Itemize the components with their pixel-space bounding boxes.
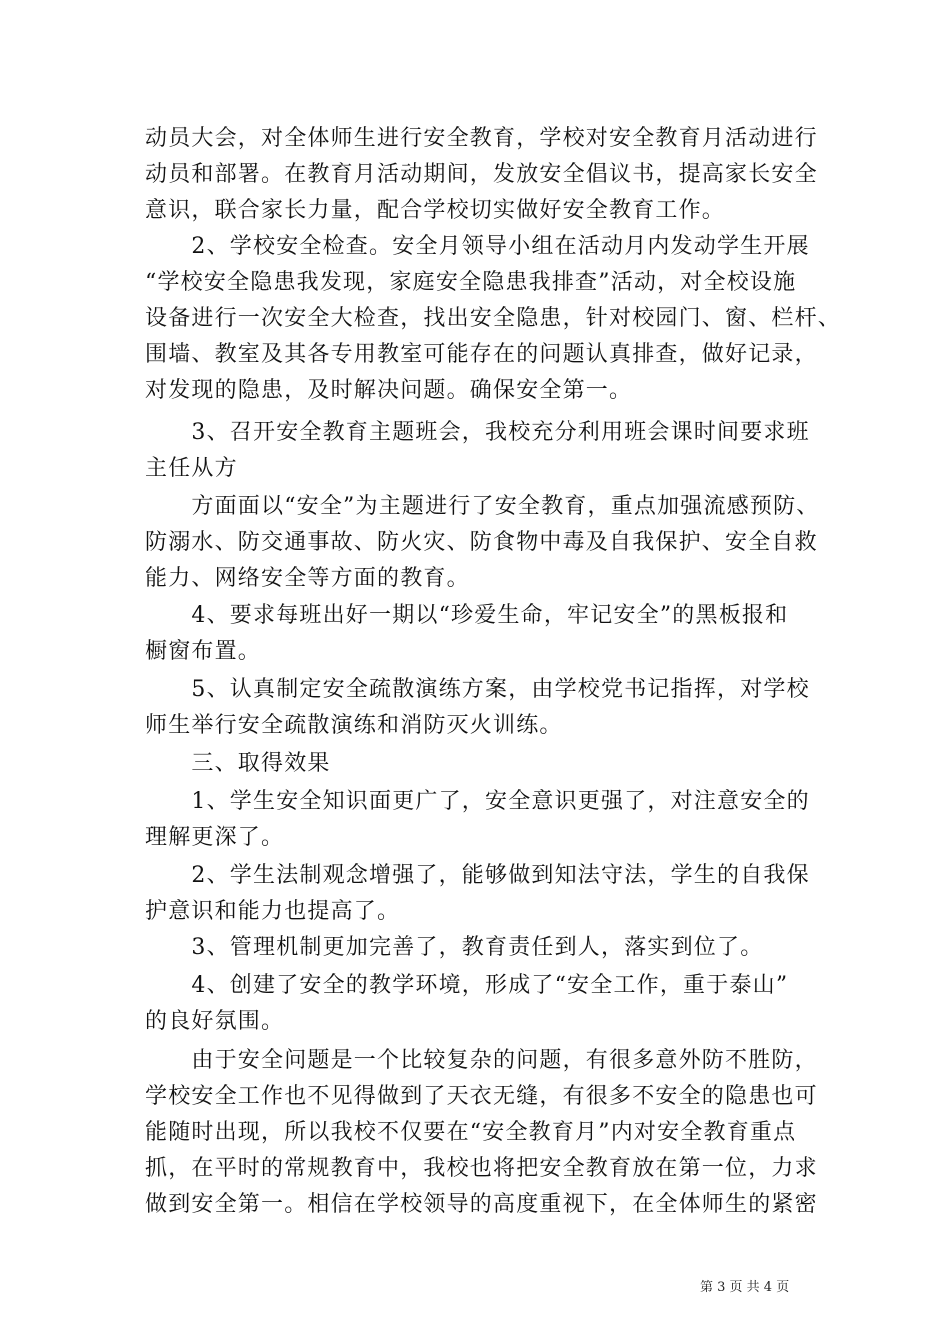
text-line: 抓，在平时的常规教育中，我校也将把安全教育放在第一位，力求 bbox=[145, 1156, 818, 1181]
text-line: 主任从方 bbox=[145, 456, 238, 481]
text-line: “学校安全隐患我发现，家庭安全隐患我排查”活动，对全校设施 bbox=[145, 270, 797, 295]
page-number: 第 3 页 共 4 页 bbox=[700, 1280, 790, 1295]
text-line: 师生举行安全疏散演练和消防灭火训练。 bbox=[145, 713, 563, 738]
text-line: 理解更深了。 bbox=[145, 825, 285, 850]
text-line: 1、学生安全知识面更广了，安全意识更强了，对注意安全的 bbox=[145, 789, 810, 814]
text-line: 方面面以“安全”为主题进行了安全教育，重点加强流感预防、 bbox=[145, 494, 820, 519]
text-line: 设备进行一次安全大检查，找出安全隐患，针对校园门、窗、栏杆、 bbox=[145, 306, 842, 331]
text-line: 意识，联合家长力量，配合学校切实做好安全教育工作。 bbox=[145, 198, 726, 223]
text-line: 动员和部署。在教育月活动期间，发放安全倡议书，提高家长安全 bbox=[145, 162, 818, 187]
text-line: 2、学生法制观念增强了，能够做到知法守法，学生的自我保 bbox=[145, 863, 810, 888]
text-line: 围墙、教室及其各专用教室可能存在的问题认真排查，做好记录， bbox=[145, 342, 818, 367]
text-line: 三、取得效果 bbox=[145, 751, 331, 776]
text-line: 5、认真制定安全疏散演练方案，由学校党书记指挥，对学校 bbox=[145, 677, 810, 702]
text-line: 护意识和能力也提高了。 bbox=[145, 899, 401, 924]
text-line: 防溺水、防交通事故、防火灾、防食物中毒及自我保护、安全自救 bbox=[145, 530, 818, 555]
text-line: 动员大会，对全体师生进行安全教育，学校对安全教育月活动进行 bbox=[145, 126, 818, 151]
text-line: 4、要求每班出好一期以“珍爱生命，牢记安全”的黑板报和 bbox=[145, 603, 789, 628]
text-line: 对发现的隐患，及时解决问题。确保安全第一。 bbox=[145, 378, 633, 403]
text-line: 3、管理机制更加完善了，教育责任到人，落实到位了。 bbox=[145, 935, 764, 960]
text-line: 2、学校安全检查。安全月领导小组在活动月内发动学生开展 bbox=[145, 234, 810, 259]
text-line: 橱窗布置。 bbox=[145, 639, 262, 664]
text-line: 能力、网络安全等方面的教育。 bbox=[145, 566, 470, 591]
text-line: 做到安全第一。相信在学校领导的高度重视下，在全体师生的紧密 bbox=[145, 1192, 818, 1217]
text-line: 由于安全问题是一个比较复杂的问题，有很多意外防不胜防， bbox=[145, 1048, 818, 1073]
text-line: 能随时出现，所以我校不仅要在“安全教育月”内对安全教育重点 bbox=[145, 1120, 797, 1145]
text-line: 3、召开安全教育主题班会，我校充分利用班会课时间要求班 bbox=[145, 420, 810, 445]
text-line: 的良好氛围。 bbox=[145, 1009, 285, 1034]
text-line: 学校安全工作也不见得做到了天衣无缝，有很多不安全的隐患也可 bbox=[145, 1084, 818, 1109]
text-line: 4、创建了安全的教学环境，形成了“安全工作，重于泰山” bbox=[145, 973, 789, 998]
